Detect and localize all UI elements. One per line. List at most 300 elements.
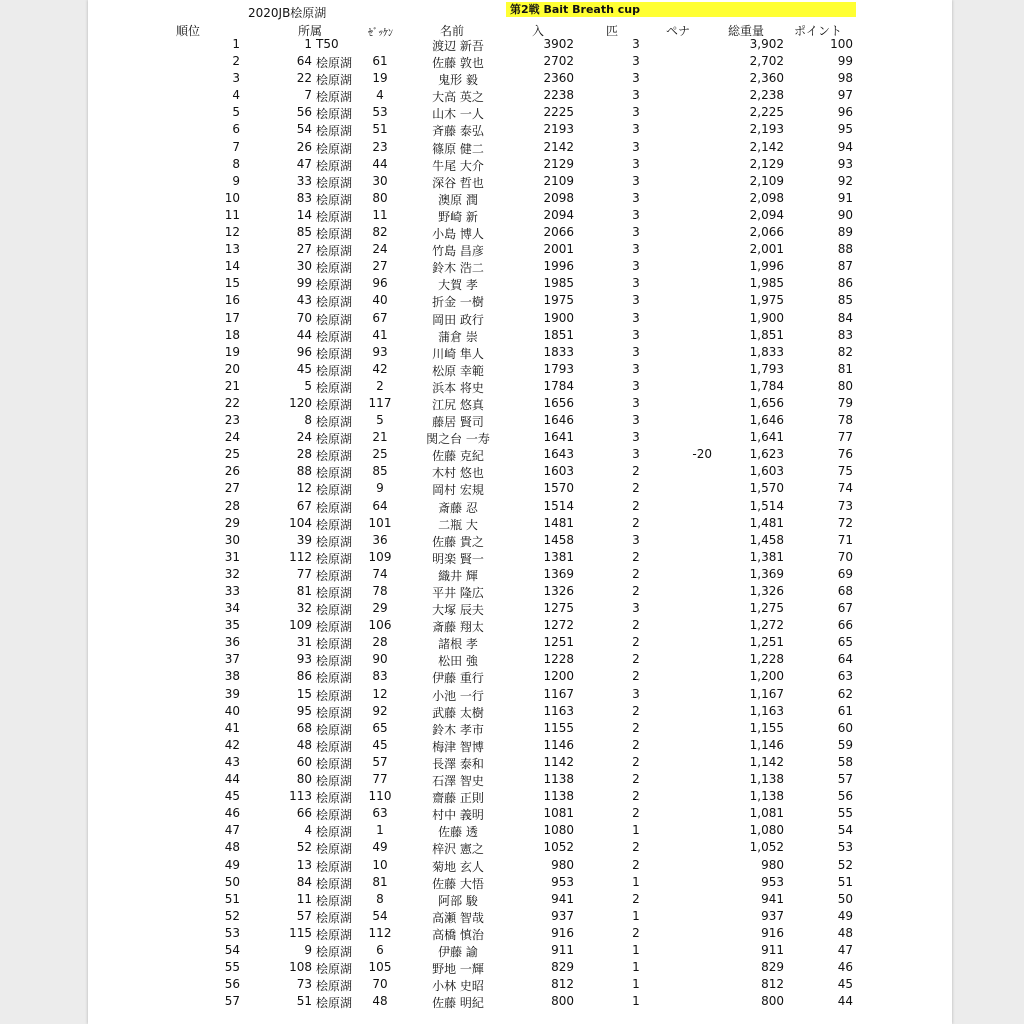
bib-cell: 93 — [372, 344, 388, 359]
total-weight-cell: 1,163 — [749, 703, 784, 718]
count-cell: 3 — [632, 71, 640, 86]
entry-number-cell: 33 — [296, 173, 312, 188]
rank-cell: 54 — [224, 942, 240, 957]
bib-cell: 23 — [372, 139, 388, 154]
rank-cell: 8 — [232, 156, 240, 171]
table-row — [88, 634, 952, 651]
bib-cell: 28 — [372, 635, 388, 650]
count-cell: 2 — [632, 891, 640, 906]
weigh-in-cell: 2001 — [543, 242, 574, 257]
bib-cell: 29 — [372, 601, 388, 616]
bib-cell: 19 — [372, 71, 388, 86]
bib-cell: 40 — [372, 293, 388, 308]
table-row — [88, 463, 952, 480]
name-cell: 織井 輝 — [438, 568, 478, 583]
weigh-in-cell: 1833 — [543, 344, 574, 359]
entry-number-cell: 113 — [289, 789, 312, 804]
count-cell: 2 — [632, 618, 640, 633]
rank-cell: 42 — [224, 737, 240, 752]
bib-cell: 6 — [376, 942, 384, 957]
rank-cell: 14 — [224, 259, 240, 274]
rank-cell: 18 — [224, 327, 240, 342]
affiliation-cell: 桧原湖 — [316, 209, 353, 224]
points-cell: 94 — [837, 139, 853, 154]
total-weight-cell: 1,200 — [749, 669, 784, 684]
weigh-in-cell: 1656 — [543, 395, 574, 410]
affiliation-cell: 桧原湖 — [316, 534, 353, 549]
points-cell: 51 — [837, 874, 853, 889]
name-cell: 佐藤 貴之 — [432, 534, 484, 549]
affiliation-cell: 桧原湖 — [316, 637, 353, 652]
bib-cell: 30 — [372, 173, 388, 188]
points-cell: 99 — [837, 54, 853, 69]
affiliation-cell: 桧原湖 — [316, 107, 353, 122]
entry-number-cell: 24 — [296, 430, 312, 445]
entry-number-cell: 60 — [296, 754, 312, 769]
table-row — [88, 275, 952, 292]
points-cell: 57 — [837, 772, 853, 787]
affiliation-cell: 桧原湖 — [316, 842, 353, 857]
rank-cell: 49 — [224, 857, 240, 872]
total-weight-cell: 1,275 — [749, 601, 784, 616]
affiliation-cell: 桧原湖 — [316, 551, 353, 566]
total-weight-cell: 1,251 — [749, 635, 784, 650]
points-cell: 79 — [837, 395, 853, 410]
count-cell: 3 — [632, 156, 640, 171]
total-weight-cell: 1,138 — [749, 789, 784, 804]
affiliation-cell: 桧原湖 — [316, 808, 353, 823]
col-header-penalty: ペナ — [666, 24, 691, 38]
count-cell: 3 — [632, 447, 640, 462]
table-row — [88, 720, 952, 737]
entry-number-cell: 11 — [296, 891, 312, 906]
weigh-in-cell: 1275 — [543, 601, 574, 616]
table-row — [88, 224, 952, 241]
table-row — [88, 703, 952, 720]
bib-cell: 41 — [372, 327, 388, 342]
weigh-in-cell: 1985 — [543, 276, 574, 291]
table-row — [88, 617, 952, 634]
col-header-total: 総重量 — [728, 24, 765, 38]
bib-cell: 12 — [372, 686, 388, 701]
weigh-in-cell: 941 — [551, 891, 574, 906]
total-weight-cell: 829 — [761, 960, 784, 975]
rank-cell: 9 — [232, 173, 240, 188]
points-cell: 63 — [837, 669, 853, 684]
affiliation-cell: 桧原湖 — [316, 500, 353, 515]
weigh-in-cell: 1851 — [543, 327, 574, 342]
table-row — [88, 395, 952, 412]
count-cell: 2 — [632, 857, 640, 872]
table-row — [88, 36, 952, 53]
total-weight-cell: 1,138 — [749, 772, 784, 787]
count-cell: 3 — [632, 259, 640, 274]
rank-cell: 37 — [224, 652, 240, 667]
entry-number-cell: 57 — [296, 908, 312, 923]
name-cell: 大賀 孝 — [438, 278, 478, 293]
rank-cell: 16 — [224, 293, 240, 308]
table-row — [88, 737, 952, 754]
count-cell: 3 — [632, 105, 640, 120]
name-cell: 鈴木 浩二 — [432, 261, 484, 276]
weigh-in-cell: 1603 — [543, 464, 574, 479]
total-weight-cell: 2,702 — [749, 54, 784, 69]
entry-number-cell: 93 — [296, 652, 312, 667]
total-weight-cell: 1,514 — [749, 498, 784, 513]
weigh-in-cell: 2129 — [543, 156, 574, 171]
points-cell: 100 — [830, 37, 853, 51]
points-cell: 53 — [837, 840, 853, 855]
weigh-in-cell: 1369 — [543, 566, 574, 581]
bib-cell: 117 — [368, 395, 392, 410]
count-cell: 2 — [632, 772, 640, 787]
rank-cell: 36 — [224, 635, 240, 650]
total-weight-cell: 953 — [761, 874, 784, 889]
affiliation-cell: 桧原湖 — [316, 517, 353, 532]
entry-number-cell: 51 — [296, 994, 312, 1009]
affiliation-cell: 桧原湖 — [316, 124, 353, 139]
affiliation-cell: 桧原湖 — [316, 962, 353, 977]
entry-number-cell: 81 — [296, 584, 312, 598]
count-cell: 3 — [632, 190, 640, 205]
name-cell: 斎藤 翔太 — [432, 620, 484, 635]
rank-cell: 35 — [224, 618, 240, 633]
name-cell: 篠原 健二 — [432, 141, 484, 156]
table-row — [88, 258, 952, 275]
weigh-in-cell: 2238 — [543, 88, 574, 103]
rank-cell: 47 — [224, 823, 240, 838]
points-cell: 96 — [837, 105, 853, 120]
table-row — [88, 292, 952, 309]
affiliation-cell: 桧原湖 — [316, 415, 353, 430]
name-cell: 斉藤 泰弘 — [432, 124, 484, 139]
entry-number-cell: 104 — [289, 515, 312, 530]
weigh-in-cell: 1996 — [543, 259, 574, 274]
table-row — [88, 942, 952, 959]
name-cell: 村中 義明 — [432, 808, 484, 823]
affiliation-cell: 桧原湖 — [316, 73, 353, 88]
affiliation-cell: 桧原湖 — [316, 825, 353, 840]
points-cell: 86 — [837, 276, 853, 291]
entry-number-cell: 48 — [296, 737, 312, 752]
entry-number-cell: 12 — [296, 481, 312, 496]
affiliation-cell: 桧原湖 — [316, 397, 353, 412]
total-weight-cell: 1,851 — [749, 327, 784, 342]
rank-cell: 45 — [224, 789, 240, 804]
entry-number-cell: 4 — [304, 823, 312, 838]
name-cell: 高瀬 智哉 — [432, 910, 484, 925]
total-weight-cell: 980 — [761, 857, 784, 872]
bib-cell: 65 — [372, 720, 388, 735]
rank-cell: 19 — [224, 344, 240, 359]
total-weight-cell: 812 — [761, 977, 784, 992]
bib-cell: 21 — [372, 430, 388, 445]
name-cell: 佐藤 明紀 — [432, 996, 484, 1011]
affiliation-cell: 桧原湖 — [316, 603, 353, 618]
table-row — [88, 754, 952, 771]
weigh-in-cell: 1251 — [543, 635, 574, 650]
table-row — [88, 583, 952, 600]
count-cell: 2 — [632, 789, 640, 804]
name-cell: 鈴木 孝市 — [432, 722, 484, 737]
table-row — [88, 429, 952, 446]
name-cell: 鬼形 毅 — [438, 73, 478, 88]
table-row — [88, 651, 952, 668]
count-cell: 2 — [632, 498, 640, 513]
total-weight-cell: 1,052 — [749, 840, 784, 855]
total-weight-cell: 1,155 — [749, 720, 784, 735]
table-row — [88, 104, 952, 121]
points-cell: 95 — [837, 122, 853, 137]
col-header-affiliation: 所属 — [298, 24, 323, 38]
total-weight-cell: 2,142 — [749, 139, 784, 154]
total-weight-cell: 1,167 — [749, 686, 784, 701]
points-cell: 50 — [837, 891, 853, 906]
bib-cell: 51 — [372, 122, 388, 137]
count-cell: 2 — [632, 737, 640, 752]
entry-number-cell: 13 — [296, 857, 312, 872]
weigh-in-cell: 1646 — [543, 413, 574, 428]
affiliation-cell: 桧原湖 — [316, 192, 353, 207]
points-cell: 62 — [837, 686, 853, 701]
name-cell: 岡村 宏規 — [432, 483, 484, 498]
points-cell: 80 — [837, 378, 853, 393]
name-cell: 浜本 将史 — [432, 380, 484, 395]
count-cell: 1 — [632, 960, 640, 975]
series-title: 2020JB桧原湖 — [248, 6, 327, 20]
count-cell: 2 — [632, 464, 640, 479]
bib-cell: 81 — [372, 874, 388, 889]
weigh-in-cell: 1326 — [543, 584, 574, 598]
name-cell: 佐藤 透 — [438, 825, 478, 840]
count-cell: 2 — [632, 566, 640, 581]
points-cell: 75 — [837, 464, 853, 479]
table-row — [88, 566, 952, 583]
table-row — [88, 70, 952, 87]
weigh-in-cell: 1155 — [543, 720, 574, 735]
name-cell: 伊藤 諭 — [438, 944, 478, 959]
count-cell: 3 — [632, 361, 640, 376]
weigh-in-cell: 1643 — [543, 447, 574, 462]
name-cell: 松原 幸範 — [432, 363, 484, 378]
rank-cell: 10 — [224, 190, 240, 205]
bib-cell: 85 — [372, 464, 388, 479]
col-header-weigh-in: 入 — [532, 24, 545, 38]
points-cell: 60 — [837, 720, 853, 735]
name-cell: 野崎 新 — [438, 209, 478, 224]
points-cell: 91 — [837, 190, 853, 205]
total-weight-cell: 1,458 — [749, 532, 784, 547]
weigh-in-cell: 911 — [551, 942, 574, 957]
name-cell: 澳原 潤 — [438, 192, 478, 207]
points-cell: 92 — [837, 173, 853, 188]
total-weight-cell: 800 — [761, 994, 784, 1009]
points-cell: 93 — [837, 156, 853, 171]
entry-number-cell: 95 — [296, 703, 312, 718]
weigh-in-cell: 812 — [551, 977, 574, 992]
table-row — [88, 310, 952, 327]
points-cell: 72 — [837, 515, 853, 530]
rank-cell: 13 — [224, 242, 240, 257]
name-cell: 梓沢 憲之 — [432, 842, 484, 857]
entry-number-cell: 27 — [296, 242, 312, 257]
table-row — [88, 344, 952, 361]
points-cell: 69 — [837, 566, 853, 581]
points-cell: 76 — [837, 447, 853, 462]
rank-cell: 17 — [224, 310, 240, 325]
count-cell: 2 — [632, 481, 640, 496]
entry-number-cell: 54 — [296, 122, 312, 137]
weigh-in-cell: 3902 — [543, 37, 574, 51]
table-row — [88, 925, 952, 942]
bib-cell: 90 — [372, 652, 388, 667]
weigh-in-cell: 1080 — [543, 823, 574, 838]
affiliation-cell: 桧原湖 — [316, 56, 353, 71]
table-row — [88, 822, 952, 839]
count-cell: 2 — [632, 549, 640, 564]
table-row — [88, 532, 952, 549]
table-row — [88, 241, 952, 258]
total-weight-cell: 1,784 — [749, 378, 784, 393]
points-cell: 65 — [837, 635, 853, 650]
name-cell: 蒲倉 崇 — [438, 329, 478, 344]
rank-cell: 57 — [224, 994, 240, 1009]
bib-cell: 67 — [372, 310, 388, 325]
weigh-in-cell: 1900 — [543, 310, 574, 325]
table-row — [88, 549, 952, 566]
weigh-in-cell: 2702 — [543, 54, 574, 69]
total-weight-cell: 1,146 — [749, 737, 784, 752]
name-cell: 斎藤 忍 — [438, 500, 478, 515]
weigh-in-cell: 2142 — [543, 139, 574, 154]
bib-cell: 96 — [372, 276, 388, 291]
weigh-in-cell: 1784 — [543, 378, 574, 393]
rank-cell: 30 — [224, 532, 240, 547]
count-cell: 2 — [632, 703, 640, 718]
bib-cell: 74 — [372, 566, 388, 581]
affiliation-cell: 桧原湖 — [316, 363, 353, 378]
count-cell: 3 — [632, 242, 640, 257]
total-weight-cell: 1,975 — [749, 293, 784, 308]
entry-number-cell: 43 — [296, 293, 312, 308]
name-cell: 山木 一人 — [432, 107, 484, 122]
count-cell: 3 — [632, 532, 640, 547]
points-cell: 88 — [837, 242, 853, 257]
table-row — [88, 839, 952, 856]
entry-number-cell: 52 — [296, 840, 312, 855]
name-cell: 梅津 智博 — [432, 739, 484, 754]
entry-number-cell: 109 — [289, 618, 312, 633]
entry-number-cell: 80 — [296, 772, 312, 787]
affiliation-cell: 桧原湖 — [316, 705, 353, 720]
col-header-points: ポイント — [794, 24, 843, 38]
bib-cell: 77 — [372, 772, 388, 787]
rank-cell: 56 — [224, 977, 240, 992]
total-weight-cell: 1,080 — [749, 823, 784, 838]
rank-cell: 20 — [224, 361, 240, 376]
name-cell: 佐藤 敦也 — [432, 56, 484, 71]
table-row — [88, 87, 952, 104]
affiliation-cell: T50 — [316, 37, 339, 51]
affiliation-cell: 桧原湖 — [316, 620, 353, 635]
entry-number-cell: 84 — [296, 874, 312, 889]
rank-cell: 34 — [224, 601, 240, 616]
entry-number-cell: 120 — [289, 395, 312, 410]
points-cell: 47 — [837, 942, 853, 957]
entry-number-cell: 86 — [296, 669, 312, 684]
affiliation-cell: 桧原湖 — [316, 158, 353, 173]
affiliation-cell: 桧原湖 — [316, 449, 353, 464]
rank-cell: 7 — [232, 139, 240, 154]
name-cell: 小林 史昭 — [432, 979, 484, 994]
points-cell: 64 — [837, 652, 853, 667]
points-cell: 45 — [837, 977, 853, 992]
bib-cell: 63 — [372, 806, 388, 821]
name-cell: 牛尾 大介 — [432, 158, 484, 173]
affiliation-cell: 桧原湖 — [316, 141, 353, 156]
points-cell: 78 — [837, 413, 853, 428]
name-cell: 江尻 悠真 — [432, 397, 484, 412]
entry-number-cell: 7 — [304, 88, 312, 103]
entry-number-cell: 96 — [296, 344, 312, 359]
count-cell: 3 — [632, 310, 640, 325]
entry-number-cell: 1 — [304, 37, 312, 51]
weigh-in-cell: 2098 — [543, 190, 574, 205]
table-row — [88, 190, 952, 207]
count-cell: 3 — [632, 686, 640, 701]
name-cell: 小島 博人 — [432, 227, 484, 242]
total-weight-cell: 1,272 — [749, 618, 784, 633]
table-row — [88, 771, 952, 788]
weigh-in-cell: 1163 — [543, 703, 574, 718]
entry-number-cell: 31 — [296, 635, 312, 650]
total-weight-cell: 1,326 — [749, 584, 784, 598]
affiliation-cell: 桧原湖 — [316, 483, 353, 498]
rank-cell: 52 — [224, 908, 240, 923]
rank-cell: 29 — [224, 515, 240, 530]
entry-number-cell: 99 — [296, 276, 312, 291]
total-weight-cell: 911 — [761, 942, 784, 957]
rank-cell: 41 — [224, 720, 240, 735]
affiliation-cell: 桧原湖 — [316, 586, 353, 600]
total-weight-cell: 1,603 — [749, 464, 784, 479]
affiliation-cell: 桧原湖 — [316, 227, 353, 242]
total-weight-cell: 937 — [761, 908, 784, 923]
table-row — [88, 53, 952, 70]
affiliation-cell: 桧原湖 — [316, 654, 353, 669]
total-weight-cell: 3,902 — [749, 37, 784, 51]
rank-cell: 53 — [224, 925, 240, 940]
bib-cell: 82 — [372, 225, 388, 240]
rank-cell: 26 — [224, 464, 240, 479]
name-cell: 松田 強 — [438, 654, 478, 669]
bib-cell: 24 — [372, 242, 388, 257]
points-cell: 44 — [837, 994, 853, 1009]
weigh-in-cell: 1481 — [543, 515, 574, 530]
total-weight-cell: 2,360 — [749, 71, 784, 86]
total-weight-cell: 2,066 — [749, 225, 784, 240]
total-weight-cell: 1,793 — [749, 361, 784, 376]
bib-cell: 1 — [376, 823, 384, 838]
col-header-rank: 順位 — [176, 24, 201, 38]
name-cell: 小池 一行 — [432, 688, 484, 703]
weigh-in-cell: 2066 — [543, 225, 574, 240]
count-cell: 2 — [632, 669, 640, 684]
count-cell: 1 — [632, 942, 640, 957]
entry-number-cell: 70 — [296, 310, 312, 325]
count-cell: 3 — [632, 37, 640, 51]
points-cell: 66 — [837, 618, 853, 633]
